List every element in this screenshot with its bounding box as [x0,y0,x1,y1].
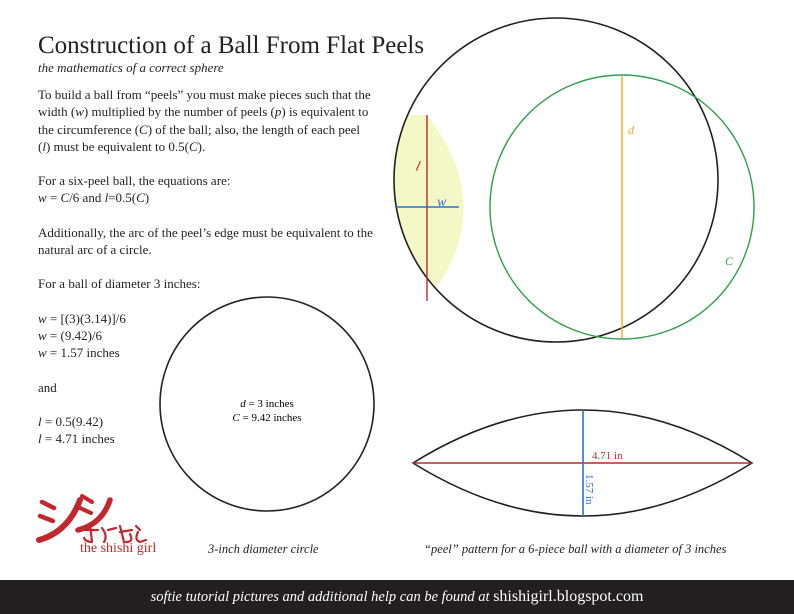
peel-caption: “peel” pattern for a 6-piece ball with a diameter of 3 inches [424,542,727,556]
peel-overlay-shape [380,115,464,301]
l-calc-line: l = 0.5(9.42) [38,413,104,429]
circumference-label: C [725,254,734,268]
page-subtitle: the mathematics of a correct sphere [38,60,224,75]
w-calc-line: w = 1.57 inches [38,345,120,361]
shishi-girl-logo [34,486,174,566]
six-peel-intro: For a six-peel ball, the equations are: [38,173,231,189]
peel-length-label: l [413,159,422,175]
diameter-label: d [628,123,634,137]
logo-text: the shishi girl [80,541,157,556]
w-calc-line: w = [(3)(3.14)]/6 [38,310,126,326]
footer-text: softie tutorial pictures and additional help can be found at [150,589,490,605]
page-title: Construction of a Ball From Flat Peels [38,32,425,59]
arc-note: Additionally, the arc of the peel’s edge must be equivalent to the natural arc of a circle. [38,224,373,258]
peel-width-value: 1.57 in [583,474,595,505]
peel-width-label: w [437,195,447,210]
l-calc-line: l = 4.71 inches [38,431,115,447]
small-circle-d-label: d = 3 inches [240,398,294,410]
diameter-intro: For a ball of diameter 3 inches: [38,276,201,292]
and-word: and [38,379,57,395]
small-circle-c-label: C = 9.42 inches [232,412,302,424]
peel-length-value: 4.71 in [592,450,623,462]
intro-paragraph: To build a ball from “peels” you must make pieces such that the width (w) multiplied by the number of peels (p) is equivalent to the circumference (C) of the ball; also, the length of each peel (l) must be equivalent to 0.5(C). [38,87,371,154]
footer-url[interactable]: shishigirl.blogspot.com [493,588,644,605]
w-calc-line: w = (9.42)/6 [38,327,103,343]
small-circle-caption: 3-inch diameter circle [208,542,319,556]
six-peel-equation: w = C/6 and l=0.5(C) [38,190,150,206]
footer-bar [0,580,794,614]
